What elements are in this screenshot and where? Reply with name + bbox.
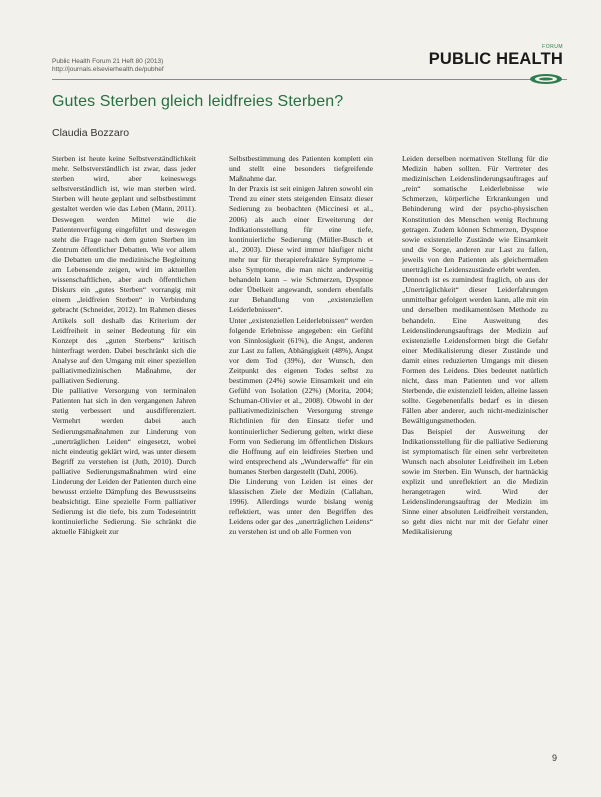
body-paragraph: Selbstbestimmung des Patienten komplett ein und stellt eine besonders tiefgreifende Maßnahme dar. <box>229 154 373 184</box>
body-paragraph: Die palliative Versorgung von terminalen Patienten hat sich in den vergangenen Jahren stetig verbessert und ausdifferenziert. Vermehrt werden dabei auch Sedierungsmaßnahmen zur Linderung von „unerträglichen Leiden“ eingesetzt, wobei nicht eindeutig geklärt wird, was unter diesem Begriff zu verstehen ist (Juth, 2010). Durch palliative Sedierungsmaßnahmen wird eine Linderung der Leiden der Patienten durch eine bewusst erzielte Dämpfung des Bewusstseins beabsichtigt. Eine spezielle Form palliativer Sedierung ist die tiefe, bis zum Todeseintritt kontinuierliche Sedierung. Sie schränkt die aktuelle Fähigkeit zur <box>52 386 196 537</box>
header-rule <box>52 79 567 80</box>
body-paragraph: Unter „existenziellen Leiderlebnissen“ werden folgende Erlebnisse angegeben: ein Gefühl von Sinnlosigkeit (61%), die Angst, anderen zur Last zu fallen, Abhängigkeit (48%), Angst vor dem Tod (39%), der Wunsch, den Zeitpunkt des eigenen Todes selbst zu bestimmen (24%) sowie Einsamkeit und ein Gefühl von Isolation (22%) (Morita, 2004; Schuman-Olivier et al., 2008). Obwohl in der palliativmedizinischen Versorgung strenge Richtlinien für den Einsatz tiefer und kontinuierlicher Sedierung gelten, wirkt diese Form von Sedierung im öffentlichen Diskurs die Hoffnung auf ein leidfreies Sterben und wird entsprechend als „Wunderwaffe“ für ein humanes Sterben dargestellt (Dahl, 2006). <box>229 315 373 476</box>
body-paragraph: Sterben ist heute keine Selbstverständlichkeit mehr. Selbstverständlich ist zwar, dass jeder sterben wird, aber keineswegs selbstverständlich ist, wie man sterben wird. Sterben will heute geplant und selbstbestimmt gestaltet werden wie das Leben (Mann, 2011). Deswegen werden Mittel wie die Patientenverfügung eingeführt und deswegen steht die Frage nach dem guten Sterben im Zentrum öffentlicher Debatten. Wie vor allem die Debatten um die medizinische Begleitung am Lebensende zeigen, wird im aktuellen wissenschaftlichen, aber auch öffentlichen Diskurs ein „gutes Sterben“ vorrangig mit einem „leidfreien Sterben“ in Verbindung gebracht (Schneider, 2012). Im Rahmen dieses Artikels soll deshalb das Kriterium der Leidfreiheit in seiner Bedeutung für ein Konzept des „guten Sterbens“ kritisch hinterfragt werden. Dabei beschränkt sich die Analyse auf den Umgang mit einer speziellen palliativmedizinischen Maßnahme, der palliativen Sedierung. <box>52 154 196 386</box>
body-column-3 <box>402 154 548 538</box>
citation-line-1: Public Health Forum 21 Heft 80 (2013) <box>52 58 164 65</box>
article-title: Gutes Sterben gleich leidfreies Sterben? <box>52 93 344 110</box>
body-paragraph: Leiden derselben normativen Stellung für die Medizin haben sollten. Für Vertreter des medizinischen Leidenslinderungsauftrages auf „rein“ somatische Leiderlebnisse wie Schmerzen, körperliche Erkrankungen und Behinderung wird der psycho-physischen Konstitution des Menschen wenig Rechnung getragen. Zudem können Schmerzen, Dyspnoe sowie existenzielle Zustände wie Einsamkeit und die Sorge, anderen zur Last zu fallen, jeweils von den Patienten als gleichermaßen unerträgliche Leidenszustände erlebt werden. <box>402 154 548 275</box>
body-paragraph: In der Praxis ist seit einigen Jahren sowohl ein Trend zu einer stets steigenden Einsatz dieser Sedierung zu beobachten (Miccinesi et al., 2006) als auch einer Erweiterung der Indikationsstellung für eine tiefe, kontinuierliche Sedierung (Müller-Busch et al., 2003). Diese wird immer häufiger nicht mehr nur für therapierefraktäre Symptome – also Symptome, die man nicht anderweitig behandeln kann – wie Schmerzen, Dyspnoe oder Übelkeit angewandt, sondern ebenfalls zur Behandlung von „existenziellen Leiderlebnissen“. <box>229 184 373 315</box>
page-number: 9 <box>551 753 557 763</box>
citation-line-2: http://journals.elsevierhealth.de/pubhef <box>52 66 164 73</box>
logo-forum-label: FORUM <box>542 44 563 50</box>
article-author: Claudia Bozzaro <box>52 127 130 139</box>
body-column-2 <box>229 154 373 538</box>
logo-public-health-label: PUBLIC HEALTH <box>428 50 563 68</box>
body-paragraph: Die Linderung von Leiden ist eines der klassischen Ziele der Medizin (Callahan, 1996). Allerdings wurde bislang wenig reflektiert, was unter den Begriffen des Leidens oder gar des „unerträglichen Leidens“ zu verstehen ist und ob alle Formen von <box>229 477 373 537</box>
body-column-1 <box>52 154 196 538</box>
journal-citation <box>52 58 164 74</box>
logo-swoosh-icon <box>529 73 563 85</box>
body-paragraph: Dennoch ist es zumindest fraglich, ob aus der „Unerträglichkeit“ dieser Leiderfahrungen unmittelbar gefolgert werden kann, alle mit ein und derselben medikamentösen Methode zu behandeln. Eine Ausweitung des Leidenslinderungsauftrags der Medizin auf existenzielle Leidensformen birgt die Gefahr einer Medikalisierung dieser Zustände und damit eines reduzierten Umgangs mit diesen Formen des Leidens. Dies bedeutet natürlich nicht, dass man Patienten und vor allem Sterbende, die existenziell leiden, alleine lassen sollte. Gegebenenfalls bedarf es in diesen Fällen aber anderer, auch nicht-medizinischer Bewältigungsmethoden. <box>402 275 548 426</box>
body-paragraph: Das Beispiel der Ausweitung der Indikationsstellung für die palliative Sedierung ist symptomatisch für einen sehr verbreiteten Wunsch nach absoluter Leidfreiheit im Leben sowie im Sterben. Ein Wunsch, der hartnäckig explizit und unreflektiert an die Medizin herangetragen wird. Wird der Leidenslinderungsauftrag der Medizin im Sinne einer absoluten Leidfreiheit verstanden, so geht dies nicht nur mit der Gefahr einer Medikalisierung <box>402 426 548 537</box>
